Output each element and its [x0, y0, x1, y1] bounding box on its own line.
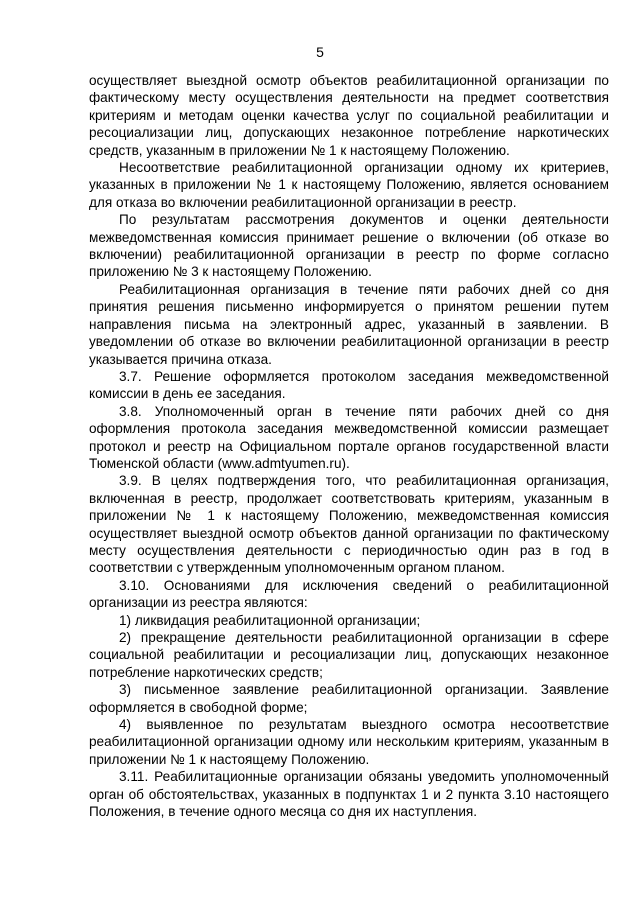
page-number: 5: [316, 44, 324, 60]
paragraph-3-8: 3.8. Уполномоченный орган в течение пяти рабочих дней со дня оформления протокола заседания межведомственной комиссии размещает протокол и реестр на Официальном портале органов государственной власти Тюменской области (www.admtyumen.ru).: [89, 403, 609, 471]
paragraph-commission-decision: По результатам рассмотрения документов и оценки деятельности межведомственная комиссия принимает решение о включении (об отказе во включении) реабилитационной организации в реестр по форме согласно приложению № 3 к настоящему Положению.: [89, 212, 609, 280]
document-body: [89, 72, 609, 820]
paragraph-notification: Реабилитационная организация в течение пяти рабочих дней со дня принятия решения письменно информируется о принятом решении путем направления письма на электронный адрес, указанный в заявлении. В уведомлении об отказе во включении реабилитационной организации в реестр указывается причина отказа.: [89, 281, 609, 367]
paragraph-3-7: 3.7. Решение оформляется протоколом заседания межведомственной комиссии в день ее заседания.: [89, 368, 609, 402]
list-item-4: 4) выявленное по результатам выездного осмотра несоответствие реабилитационной организации одному или нескольким критериям, указанным в приложении № 1 к настоящему Положению.: [89, 717, 609, 767]
paragraph-3-11: 3.11. Реабилитационные организации обязаны уведомить уполномоченный орган об обстоятельствах, указанных в подпунктах 1 и 2 пункта 3.10 настоящего Положения, в течение одного месяца со дня их наступления.: [89, 769, 609, 820]
list-item-1: 1) ликвидация реабилитационной организации;: [119, 612, 421, 628]
paragraph-noncompliance: Несоответствие реабилитационной организации одному их критериев, указанных в приложении № 1 к настоящему Положению, является основанием для отказа во включении реабилитационной организации в реестр.: [89, 160, 609, 210]
list-item-2: 2) прекращение деятельности реабилитационной организации в сфере социальной реабилитации и ресоциализации лиц, допускающих незаконное потребление наркотических средств;: [89, 630, 609, 680]
paragraph-3-9: 3.9. В целях подтверждения того, что реабилитационная организация, включенная в реестр, продолжает соответствовать критериям, указанным в приложении № 1 к настоящему Положению, межведомственная комиссия осуществляет выездной осмотр объектов данной организации по фактическому месту осуществления деятельности с периодичностью один раз в год в соответствии с утвержденным уполномоченным органом планом.: [89, 473, 609, 576]
paragraph-continuation: осуществляет выездной осмотр объектов реабилитационной организации по фактическому месту осуществления деятельности на предмет соответствия критериям и методам оценки качества услуг по социальной реабилитации и ресоциализации лиц, допускающих незаконное потребление наркотических средств, указанным в приложении № 1 к настоящему Положению.: [89, 73, 609, 158]
paragraph-3-10: 3.10. Основаниями для исключения сведений о реабилитационной организации из реестра являются:: [89, 577, 609, 611]
list-item-3: 3) письменное заявление реабилитационной организации. Заявление оформляется в свободной форме;: [89, 682, 609, 715]
